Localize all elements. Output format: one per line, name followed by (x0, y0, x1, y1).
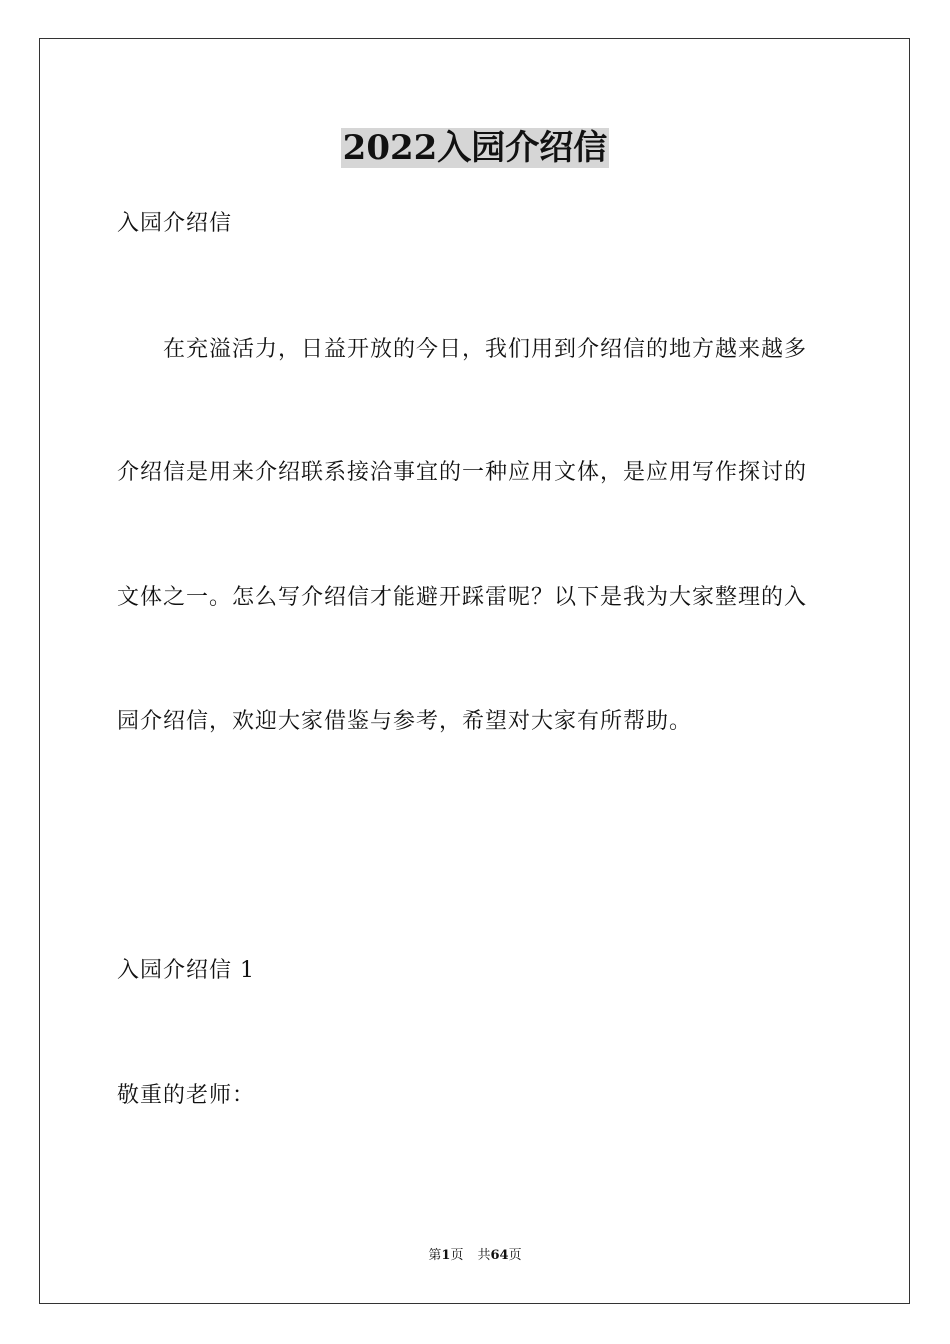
paragraph-line-3: 文体之一。怎么写介绍信才能避开踩雷呢？以下是我为大家整理的入 (117, 585, 808, 610)
section-heading: 入园介绍信 1 (117, 958, 255, 983)
total-pages: 64 (490, 1248, 509, 1263)
document-subtitle: 入园介绍信 (117, 211, 233, 236)
paragraph-line-1: 在充溢活力，日益开放的今日，我们用到介绍信的地方越来越多 (163, 337, 808, 362)
total-suffix: 页 (508, 1248, 522, 1263)
paragraph-line-2: 介绍信是用来介绍联系接洽事宜的一种应用文体，是应用写作探讨的 (117, 460, 808, 485)
paragraph-line-4: 园介绍信，欢迎大家借鉴与参考，希望对大家有所帮助。 (117, 709, 693, 734)
page-suffix: 页 (450, 1248, 464, 1263)
page-footer (0, 1247, 950, 1265)
document-title-text: 2022入园介绍信 (342, 128, 608, 168)
page-number: 1 (441, 1248, 451, 1263)
salutation: 敬重的老师： (117, 1083, 256, 1108)
page-prefix: 第 (428, 1248, 442, 1263)
document-title (0, 126, 950, 170)
total-prefix: 共 (477, 1248, 491, 1263)
